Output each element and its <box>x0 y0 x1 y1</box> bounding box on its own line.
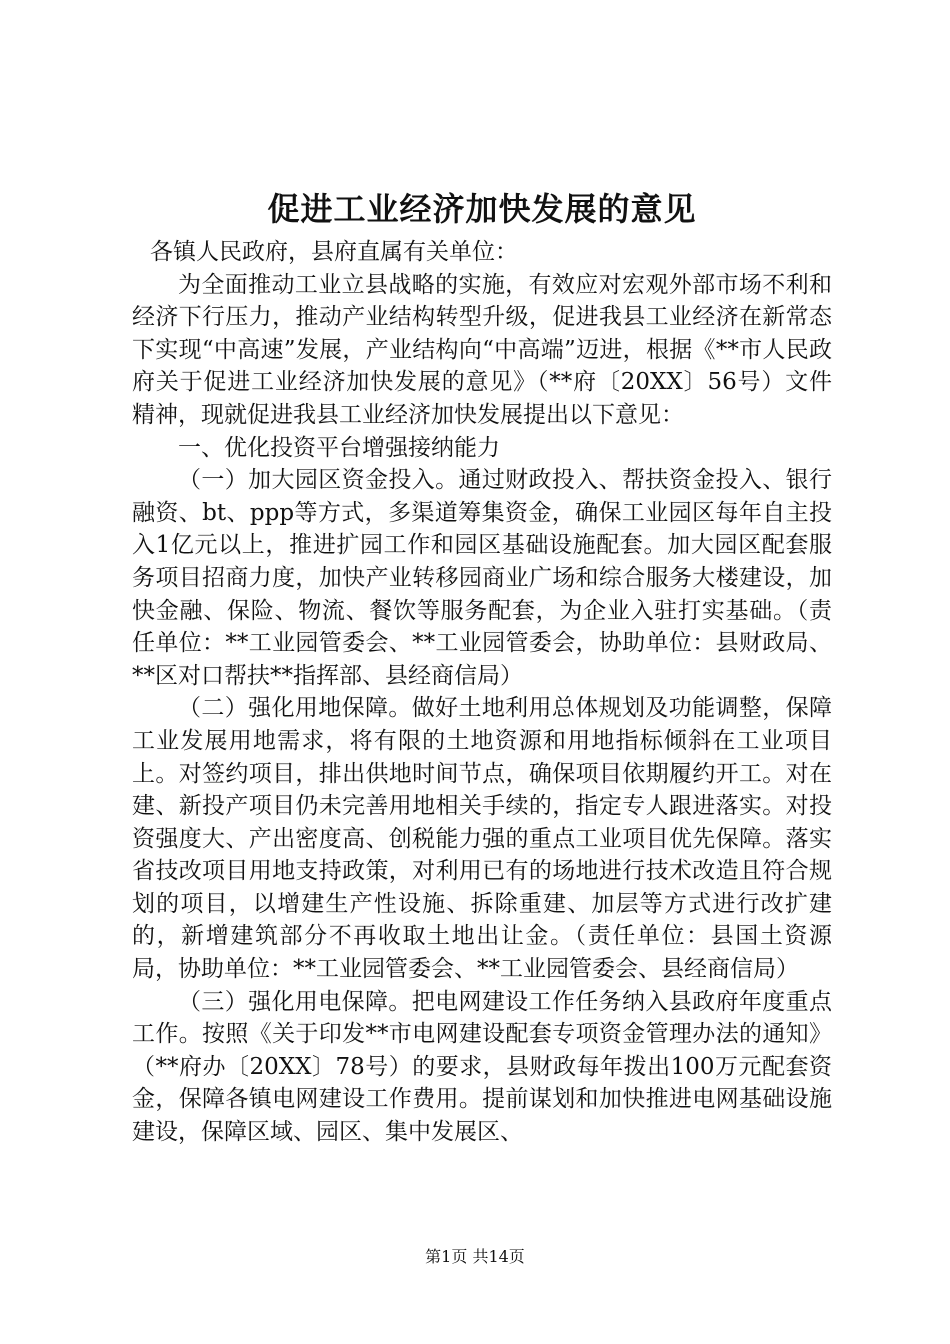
document-title: 促进工业经济加快发展的意见 <box>267 190 697 228</box>
section-heading-1: 一、优化投资平台增强接纳能力 <box>178 434 500 461</box>
page-footer <box>0 1246 950 1268</box>
paragraph-item-3: （三）强化用电保障。把电网建设工作任务纳入县政府年度重点工作。按照《关于印发**市电网建设配套专项资金管理办法的通知》（**府办〔20XX〕78号）的要求，县财政每年拨出100万元配套资金，保障各镇电网建设工作费用。提前谋划和加快推进电网基础设施建设，保障区域、园区、集中发展区、 <box>132 988 832 1146</box>
salutation: 各镇人民政府，县府直属有关单位： <box>150 239 518 265</box>
paragraph-item-1: （一）加大园区资金投入。通过财政投入、帮扶资金投入、银行融资、bt、ppp等方式，多渠道筹集资金，确保工业园区每年自主投入1亿元以上，推进扩园工作和园区基础设施配套。加大园区配套服务项目招商力度，加快产业转移园商业广场和综合服务大楼建设，加快金融、保险、物流、餐饮等服务配套，为企业入驻打实基础。（责任单位：**工业园管委会、**工业园管委会，协助单位：县财政局、**区对口帮扶**指挥部、县经商信局） <box>132 467 832 689</box>
paragraph-intro: 为全面推动工业立县战略的实施，有效应对宏观外部市场不利和经济下行压力，推动产业结构转型升级，促进我县工业经济在新常态下实现“中高速”发展，产业结构向“中高端”迈进，根据《**市人民政府关于促进工业经济加快发展的意见》（**府〔20XX〕56号）文件精神，现就促进我县工业经济加快发展提出以下意见： <box>132 271 832 428</box>
document-page <box>132 186 832 1149</box>
paragraph-item-2: （二）强化用地保障。做好土地利用总体规划及功能调整，保障工业发展用地需求，将有限的土地资源和用地指标倾斜在工业项目上。对签约项目，排出供地时间节点，确保项目依期履约开工。对在建、新投产项目仍未完善用地相关手续的，指定专人跟进落实。对投资强度大、产出密度高、创税能力强的重点工业项目优先保障。落实省技改项目用地支持政策，对利用已有的场地进行技术改造且符合规划的项目，以增建生产性设施、拆除重建、加层等方式进行改扩建的，新增建筑部分不再收取土地出让金。（责任单位：县国土资源局，协助单位：**工业园管委会、**工业园管委会、县经商信局） <box>132 695 832 983</box>
page-indicator: 第1页 共14页 <box>425 1247 525 1266</box>
